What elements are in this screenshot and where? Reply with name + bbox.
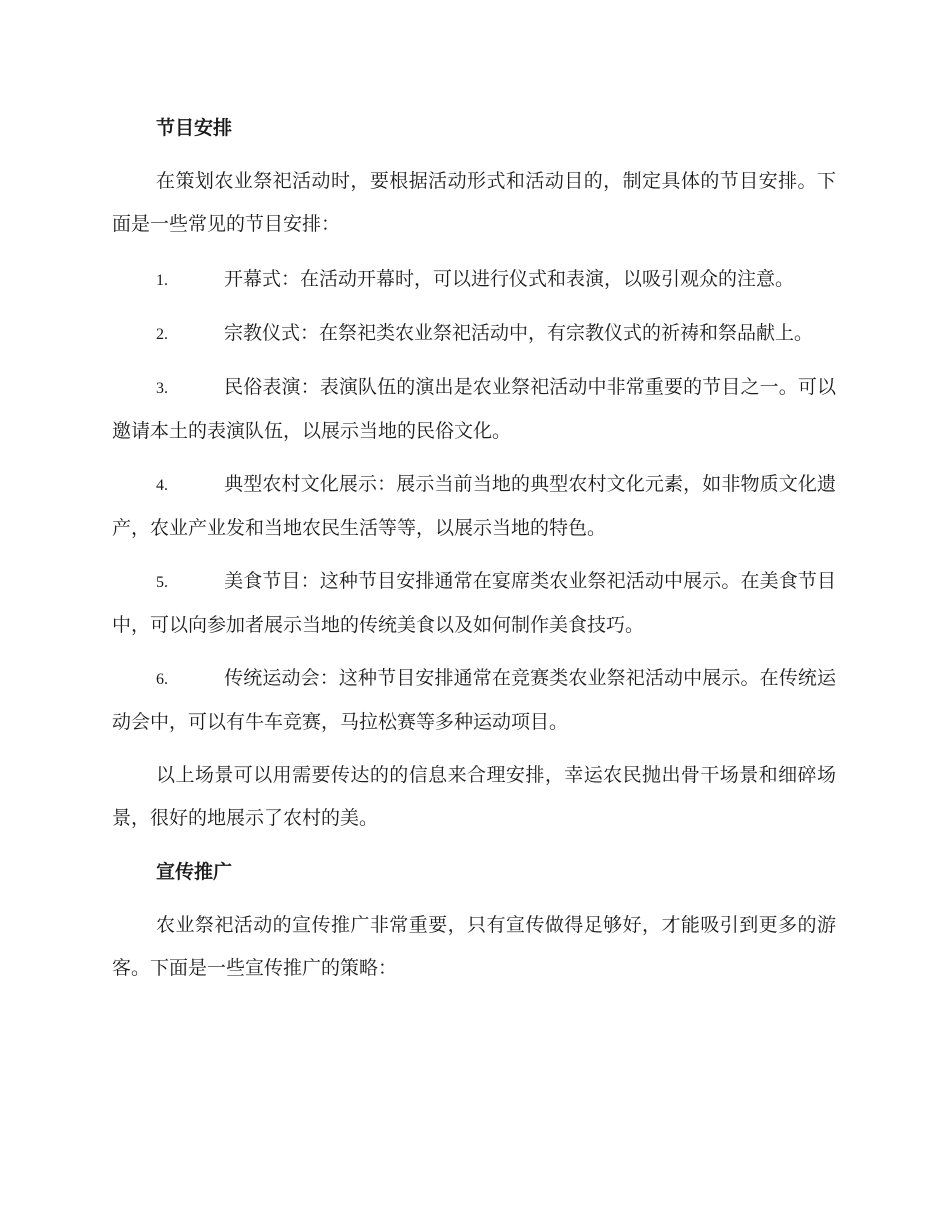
list-item [112,560,836,647]
section-heading-promotion: 宣传推广 [156,861,233,883]
list-number: 3. [156,380,168,397]
list-number: 6. [156,671,168,688]
list-text: 民俗表演：表演队伍的演出是农业祭祀活动中非常重要的节目之一。可以邀请本土的表演队伍，以展示当地的民俗文化。 [112,376,836,442]
list-text: 典型农村文化展示：展示当前当地的典型农村文化元素，如非物质文化遗产，农业产业发和当地农民生活等等，以展示当地的特色。 [112,473,836,539]
section-heading-program: 节目安排 [156,117,233,139]
list-item [112,258,836,302]
list-number: 5. [156,574,168,591]
section-intro-promotion: 农业祭祀活动的宣传推广非常重要，只有宣传做得足够好，才能吸引到更多的游客。下面是一些宣传推广的策略： [112,914,836,979]
list-item [112,312,836,356]
list-text: 开幕式：在活动开幕时，可以进行仪式和表演，以吸引观众的注意。 [224,268,795,290]
section-intro-program: 在策划农业祭祀活动时，要根据活动形式和活动目的，制定具体的节目安排。下面是一些常见的节目安排： [112,170,836,235]
list-text: 宗教仪式：在祭祀类农业祭祀活动中，有宗教仪式的祈祷和祭品献上。 [224,322,814,344]
list-number: 1. [156,272,168,289]
list-number: 4. [156,477,168,494]
section-closing-program: 以上场景可以用需要传达的的信息来合理安排，幸运农民抛出骨干场景和细碎场景，很好的地展示了农村的美。 [112,764,836,829]
list-item [112,657,836,744]
list-item [112,463,836,550]
list-number: 2. [156,326,168,343]
list-text: 美食节目：这种节目安排通常在宴席类农业祭祀活动中展示。在美食节目中，可以向参加者展示当地的传统美食以及如何制作美食技巧。 [112,570,836,636]
document-page [112,108,836,1002]
list-text: 传统运动会：这种节目安排通常在竞赛类农业祭祀活动中展示。在传统运动会中，可以有牛车竞赛，马拉松赛等多种运动项目。 [112,667,836,733]
list-item [112,366,836,453]
program-list [112,258,836,744]
